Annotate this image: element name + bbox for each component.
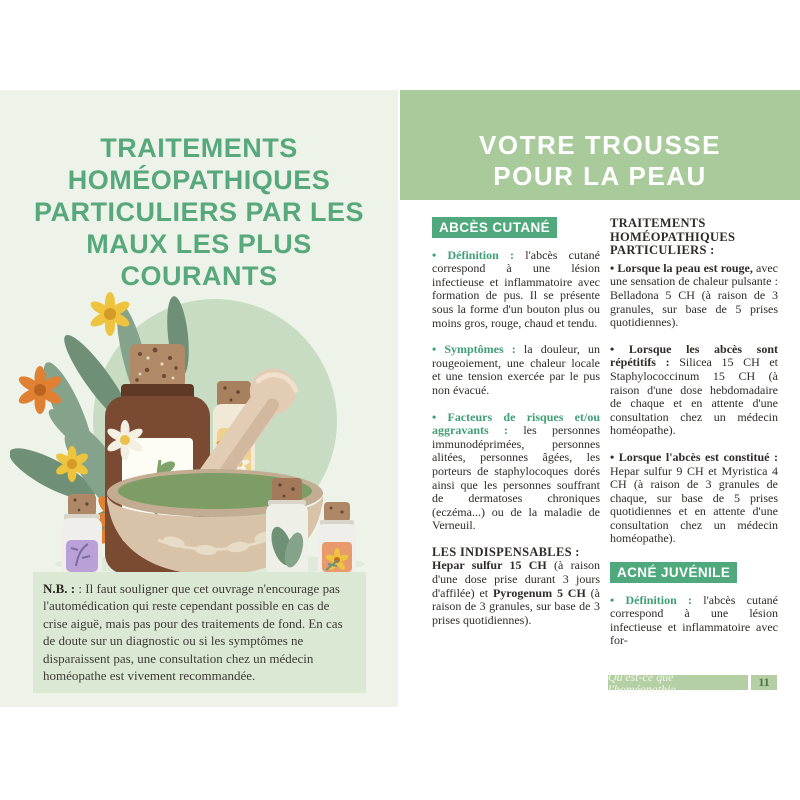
footer-section-bar (608, 669, 748, 696)
chapter-title: TRAITEMENTS HOMÉOPATHIQUES PARTICULIERS PAR LES MAUX LES PLUS COURANTS (33, 133, 365, 291)
traitements-heading: TRAITEMENTS HOMÉOPATHIQUES PARTICULIERS : (610, 216, 736, 258)
acne-definition-paragraph: • Définition : l'abcès cutané correspond à une lésion infectieuse et inflammatoire avec for- (610, 592, 778, 648)
symptomes-paragraph: • Symptômes : la douleur, un rougeoiement, une chaleur locale et une tension exercée par le pus non évacué. (432, 342, 600, 397)
section-title-line1: VOTRE TROUSSE (479, 130, 721, 160)
page-footer (608, 669, 777, 696)
column-right (610, 217, 778, 661)
nb-label: N.B. : (43, 581, 76, 596)
topic-badge-abces-cutane: ABCÈS CUTANÉ (432, 217, 557, 238)
footer-section-title: Qu'est-ce que l'homéopathie (608, 669, 676, 696)
nb-text: : Il faut souligner que cet ouvrage n'encourage pas l'automédication qui reste cependant possible en cas de crise aiguë, mais pas pour des traitements de fond. En cas de doute sur un diagnostic ou si les symptômes ne disparaissent pas, une consultation chez un médecin homéopathe est vivement recommandée. (43, 581, 343, 684)
column-left (432, 217, 600, 661)
herbal-illustration (10, 288, 388, 578)
indispensables-label: LES INDISPENSABLES : (432, 544, 580, 559)
left-page (0, 90, 398, 707)
indispensables-paragraph: LES INDISPENSABLES : Hepar sulfur 15 CH (à raison d'une dose prise durant 3 jours d'affilée) et Pyrogenum 5 CH (à raison de 3 granules, sur base de 3 prises quotidiennes). (432, 544, 600, 627)
definition-paragraph: • Définition : l'abcès cutané correspond à une lésion infectieuse et inflammatoire avec formation de pus. Il se présente sous la forme d'un bouton plus ou moins gros, rouge, chaud et tendu. (432, 247, 600, 330)
bullet-abces-repetitifs: • Lorsque les abcès sont répétitifs : Silicea 15 CH et Staphylococcinum 15 CH (à raison d'une dose hebdomadaire de chaque et en attente d'une consultation chez un médecin homéopathe). (610, 341, 779, 438)
topic-badge-acne-juvenile: ACNÉ JUVÉNILE (610, 562, 737, 583)
purple-jar (62, 494, 102, 576)
section-header (400, 90, 800, 200)
text-columns (432, 217, 778, 661)
facteurs-paragraph: • Facteurs de risques et/ou aggravants : les personnes immunodéprimées, personnes alitées, personnes âgées, les porteurs de staphylocoques dorés ainsi que les personnes souffrant de dermatoses chroniques (eczéma...) ou de la maladie de Verneuil. (432, 409, 600, 533)
bullet-abces-constitue: • Lorsque l'abcès est constitué : Hepar sulfur 9 CH et Myristica 4 CH (à raison de 3 granules de chaque, sur base de 5 prises quotidiennes et en attente d'une consultation chez un médecin homéopathe). (610, 449, 778, 546)
page-number: 11 (751, 675, 777, 690)
orange-jar (318, 502, 356, 576)
section-title (430, 130, 770, 192)
nb-note (33, 572, 366, 693)
section-title-line2: POUR LA PEAU (493, 161, 707, 191)
leaf-jar (266, 478, 308, 576)
bullet-peau-rouge: • Lorsque la peau est rouge, avec une sensation de chaleur pulsante : Belladona 5 CH (à raison de 3 granules, sur base de 5 prises quotidiennes). (610, 260, 778, 330)
right-page (398, 90, 800, 707)
